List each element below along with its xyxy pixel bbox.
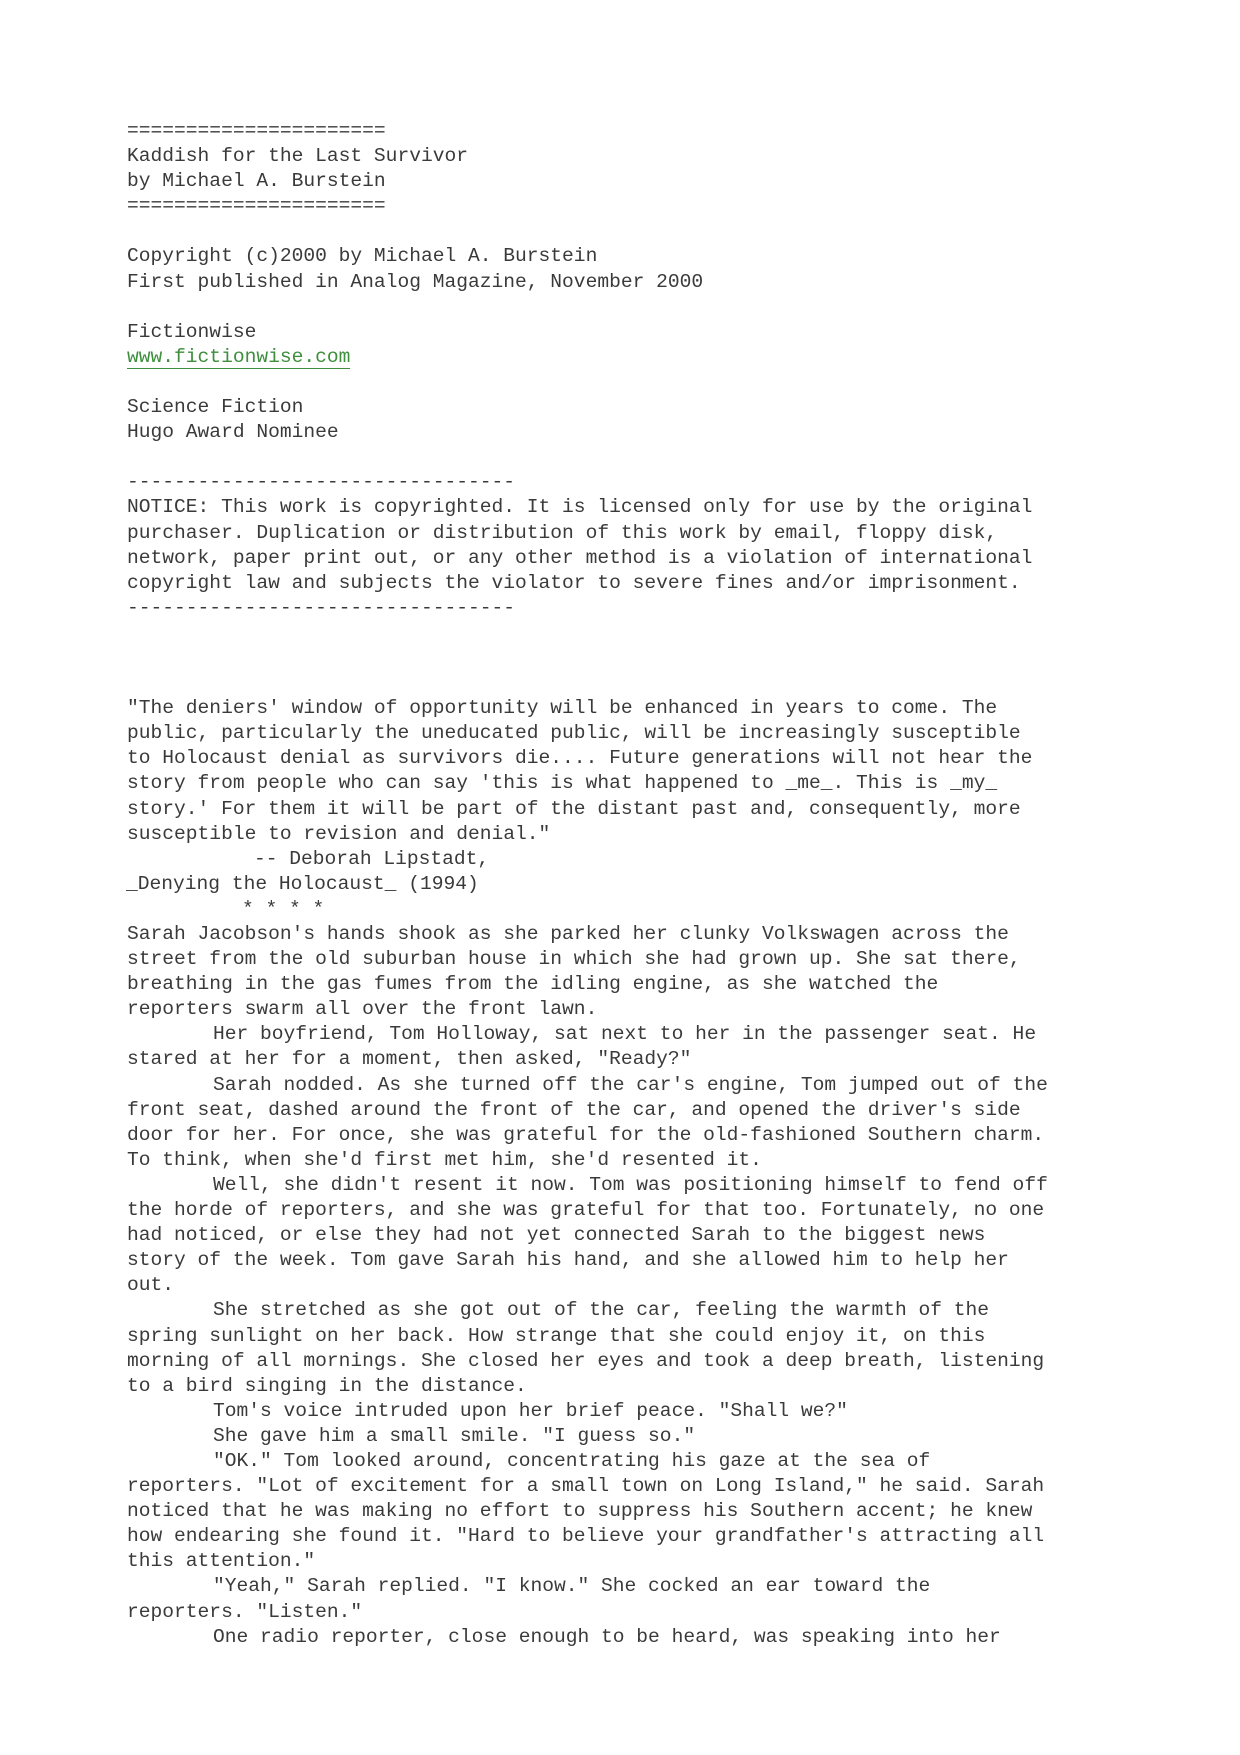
document-page <box>127 119 1127 1650</box>
story-line: out. <box>127 1274 175 1297</box>
story-line: reporters. "Lot of excitement for a small town on Long Island," he said. Sarah <box>127 1475 1045 1498</box>
paragraph-start-line: One radio reporter, close enough to be heard, was speaking into her <box>213 1625 1001 1648</box>
title-rule-top: ====================== <box>127 120 386 142</box>
story-line: story of the week. Tom gave Sarah his hand, and she allowed him to help her <box>127 1249 1009 1272</box>
story-line: reporters. "Listen." <box>127 1600 363 1623</box>
epigraph-line: to Holocaust denial as survivors die.... Future generations will not hear the <box>127 747 1033 770</box>
publisher-link-row <box>127 345 1127 370</box>
story-line: To think, when she'd first met him, she'd resented it. <box>127 1148 762 1171</box>
spacer <box>127 295 1127 320</box>
paragraph-start-line: Well, she didn't resent it now. Tom was positioning himself to fend off <box>213 1173 1048 1196</box>
story-line: noticed that he was making no effort to suppress his Southern accent; he knew <box>127 1500 1033 1523</box>
story-line: morning of all mornings. She closed her eyes and took a deep breath, listening <box>127 1349 1045 1372</box>
paragraph-start-line: "Yeah," Sarah replied. "I know." She cocked an ear toward the <box>213 1575 931 1598</box>
story-line: reporters swarm all over the front lawn. <box>127 998 598 1021</box>
paragraph-start-line: Sarah nodded. As she turned off the car's engine, Tom jumped out of the <box>213 1073 1048 1096</box>
story-line: to a bird singing in the distance. <box>127 1374 527 1397</box>
award-label: Hugo Award Nominee <box>127 421 339 444</box>
publication-line: First published in Analog Magazine, November 2000 <box>127 270 704 293</box>
paragraph-start-line: Tom's voice intruded upon her brief peace. "Shall we?" <box>213 1399 848 1422</box>
story-line: the horde of reporters, and she was grateful for that too. Fortunately, no one <box>127 1199 1045 1222</box>
notice-rule-top: --------------------------------- <box>127 471 516 494</box>
story-title: Kaddish for the Last Survivor <box>127 145 468 168</box>
spacer <box>127 219 1127 244</box>
story-line: had noticed, or else they had not yet connected Sarah to the biggest news <box>127 1224 986 1247</box>
notice-line: NOTICE: This work is copyrighted. It is licensed only for use by the original <box>127 496 1033 519</box>
story-line: how endearing she found it. "Hard to believe your grandfather's attracting all <box>127 1525 1045 1548</box>
notice-line: network, paper print out, or any other method is a violation of international <box>127 546 1033 569</box>
genre-label: Science Fiction <box>127 396 304 419</box>
section-separator: * * * * <box>242 897 325 920</box>
story-body <box>127 922 1127 1650</box>
epigraph-line: "The deniers' window of opportunity will be enhanced in years to come. The <box>127 697 998 720</box>
publisher-name: Fictionwise <box>127 320 257 343</box>
spacer <box>127 445 1127 470</box>
story-byline: by Michael A. Burstein <box>127 170 386 193</box>
publisher-link[interactable]: www.fictionwise.com <box>127 345 351 368</box>
story-line: Sarah Jacobson's hands shook as she parked her clunky Volkswagen across the <box>127 923 1009 945</box>
title-rule-bottom: ====================== <box>127 195 386 218</box>
notice-line: purchaser. Duplication or distribution of this work by email, floppy disk, <box>127 521 998 544</box>
notice-rule-bottom: --------------------------------- <box>127 596 516 619</box>
epigraph-attribution: -- Deborah Lipstadt, <box>254 847 490 870</box>
story-line: front seat, dashed around the front of the car, and opened the driver's side <box>127 1098 1021 1121</box>
story-line: street from the old suburban house in which she had grown up. She sat there, <box>127 948 1021 971</box>
story-line: this attention." <box>127 1550 316 1573</box>
paragraph-start-line: "OK." Tom looked around, concentrating his gaze at the sea of <box>213 1449 931 1472</box>
paragraph-start-line: She gave him a small smile. "I guess so." <box>213 1424 696 1447</box>
epigraph-line: susceptible to revision and denial." <box>127 822 551 845</box>
spacer <box>127 671 1127 696</box>
paragraph-start-line: She stretched as she got out of the car, feeling the warmth of the <box>213 1299 990 1322</box>
epigraph-source: _Denying the Holocaust_ (1994) <box>126 872 479 895</box>
epigraph-line: public, particularly the uneducated public, will be increasingly susceptible <box>127 722 1021 745</box>
epigraph-line: story.' For them it will be part of the distant past and, consequently, more <box>127 797 1021 820</box>
spacer <box>127 646 1127 671</box>
paragraph-start-line: Her boyfriend, Tom Holloway, sat next to her in the passenger seat. He <box>213 1023 1037 1046</box>
notice-line: copyright law and subjects the violator to severe fines and/or imprisonment. <box>127 571 1021 594</box>
story-line: door for her. For once, she was grateful for the old-fashioned Southern charm. <box>127 1123 1045 1146</box>
spacer <box>127 621 1127 646</box>
copyright-line: Copyright (c)2000 by Michael A. Burstein <box>127 245 598 268</box>
story-line: spring sunlight on her back. How strange that she could enjoy it, on this <box>127 1324 986 1347</box>
spacer <box>127 370 1127 395</box>
story-line: breathing in the gas fumes from the idling engine, as she watched the <box>127 973 939 996</box>
epigraph-line: story from people who can say 'this is what happened to _me_. This is _my_ <box>127 772 998 795</box>
story-line: stared at her for a moment, then asked, "Ready?" <box>127 1048 692 1071</box>
